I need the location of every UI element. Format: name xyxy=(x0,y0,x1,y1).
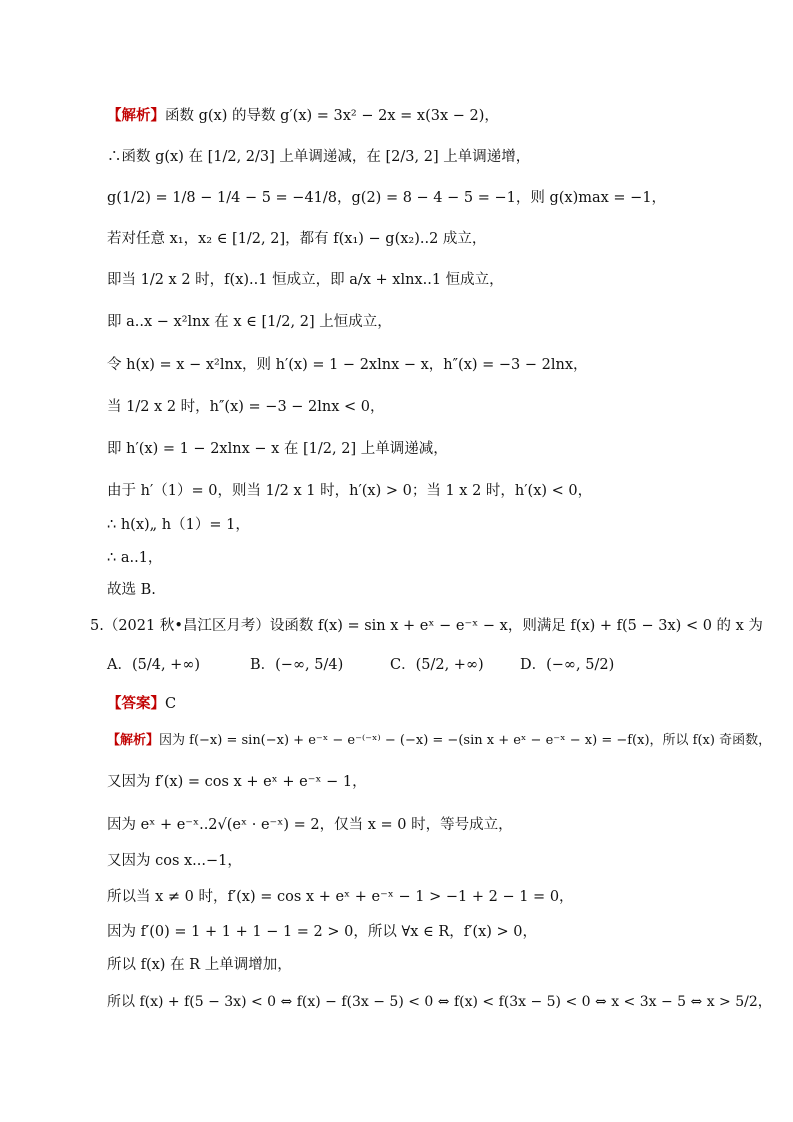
option-c: C．(5/2, +∞) xyxy=(390,657,484,673)
analysis-line-9: 即 h′(x) = 1 − 2xlnx − x 在 [1/2, 2] 上单调递减， xyxy=(107,441,448,457)
solution-line-7: 所以 f(x) 在 R 上单调增加， xyxy=(107,957,292,973)
solution-line-2: 又因为 f′(x) = cos x + eˣ + e⁻ˣ − 1， xyxy=(107,774,367,790)
analysis-line-10: 由于 h′（1）= 0，则当 1/2 x 1 时，h′(x) > 0；当 1 x 2 时，h′(x) < 0， xyxy=(107,483,593,499)
analysis-text: 函数 g(x) 的导数 g′(x) = 3x² − 2x = x(3x − 2)， xyxy=(165,108,499,124)
answer-line xyxy=(107,694,176,714)
solution-line-5: 所以当 x ≠ 0 时，f′(x) = cos x + eˣ + e⁻ˣ − 1 > −1 + 2 − 1 = 0， xyxy=(107,889,574,905)
analysis-line-1 xyxy=(107,106,499,126)
analysis-label-2: 【解析】 xyxy=(107,733,160,748)
analysis-line-2: ∴函数 g(x) 在 [1/2, 2/3] 上单调递减，在 [2/3, 2] 上单调递增， xyxy=(107,149,531,165)
option-a: A．(5/4, +∞) xyxy=(107,657,201,673)
analysis-line-13: 故选 B. xyxy=(107,582,156,598)
solution-line-1 xyxy=(107,731,771,751)
analysis-line-12: ∴ a..1， xyxy=(107,550,163,566)
option-b: B．(−∞, 5/4) xyxy=(250,657,344,673)
analysis-line-8: 当 1/2 x 2 时，h″(x) = −3 − 2lnx < 0， xyxy=(107,399,385,415)
analysis-line-3: g(1/2) = 1/8 − 1/4 − 5 = −41/8，g(2) = 8 − 4 − 5 = −1，则 g(x)max = −1， xyxy=(107,190,667,206)
analysis-line-6: 即 a..x − x²lnx 在 x ∈ [1/2, 2] 上恒成立， xyxy=(107,314,392,330)
analysis-line-11: ∴ h(x)„ h（1）= 1， xyxy=(107,517,250,533)
question-5: 5.（2021 秋•昌江区月考）设函数 f(x) = sin x + eˣ − e⁻ˣ − x，则满足 f(x) + f(5 − 3x) < 0 的 x 为 xyxy=(90,618,763,634)
answer-value: C xyxy=(165,696,177,712)
solution-line-4: 又因为 cos x...−1， xyxy=(107,853,242,869)
solution-text-1: 因为 f(−x) = sin(−x) + e⁻ˣ − e⁻⁽⁻ˣ⁾ − (−x) = −(sin x + eˣ − e⁻ˣ − x) = −f(x)，所以 f(x) 奇函数， xyxy=(159,733,772,748)
solution-line-6: 因为 f′(0) = 1 + 1 + 1 − 1 = 2 > 0，所以 ∀x ∈ R，f′(x) > 0， xyxy=(107,924,538,940)
answer-label: 【答案】 xyxy=(107,695,165,712)
solution-line-8: 所以 f(x) + f(5 − 3x) < 0 ⇔ f(x) − f(3x − 5) < 0 ⇔ f(x) < f(3x − 5) < 0 ⇔ x < 3x − 5 ⇔ x > 5/2， xyxy=(107,994,772,1010)
analysis-label: 【解析】 xyxy=(107,107,165,124)
analysis-line-5: 即当 1/2 x 2 时，f(x)..1 恒成立，即 a/x + xlnx..1 恒成立， xyxy=(107,272,504,288)
analysis-line-7: 令 h(x) = x − x²lnx，则 h′(x) = 1 − 2xlnx − x，h″(x) = −3 − 2lnx， xyxy=(107,357,588,373)
analysis-line-4: 若对任意 x₁，x₂ ∈ [1/2, 2]，都有 f(x₁) − g(x₂)..2 成立， xyxy=(107,231,487,247)
solution-line-3: 因为 eˣ + e⁻ˣ..2√(eˣ · e⁻ˣ) = 2，仅当 x = 0 时，等号成立， xyxy=(107,817,513,833)
option-d: D．(−∞, 5/2) xyxy=(520,657,615,673)
